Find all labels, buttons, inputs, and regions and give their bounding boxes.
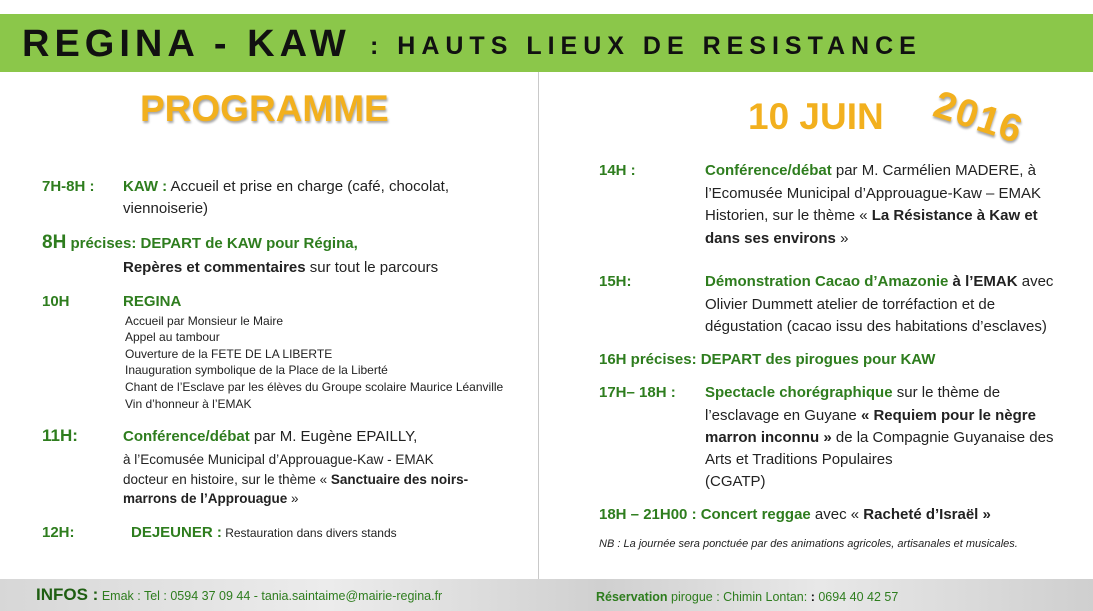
list-item: Accueil par Monsieur le Maire [125,314,284,328]
event-line: Conférence/débat par M. Eugène EPAILLY, [123,428,418,445]
event-time: 7H-8H : [42,178,95,195]
event-title: Conférence/débat [123,428,250,445]
event-line: Spectacle chorégraphique sur le thème de [705,384,1001,401]
event-line: Historien, sur le thème « La Résistance à Kaw et [705,207,1038,224]
event-time: 15H: [599,273,632,290]
note: NB : La journée sera ponctuée par des animations agricoles, artisanales et musicales. [599,538,1018,550]
infos-label: INFOS : [36,585,99,604]
page-title: REGINA - KAW [22,23,351,65]
event-line: marrons de l’Approuague » [123,491,299,506]
event-line: KAW : Accueil et prise en charge (café, chocolat, [123,178,449,195]
list-item: Ouverture de la FETE DE LA LIBERTE [125,347,333,361]
reservation-label: Réservation [596,590,668,604]
event-line [42,232,358,255]
event-time: 17H– 18H : [599,384,676,401]
event-title: Conférence/débat [705,162,832,179]
event-time: 12H: [42,524,75,541]
event-line: l’Ecomusée Municipal d’Approuague-Kaw – EMAK [705,185,1042,202]
event-title: précises: DEPART de KAW pour Régina, [66,235,358,252]
event-time: 16H précises: DEPART des pirogues pour KAW [599,351,936,368]
event-title: DEJEUNER : [131,524,222,541]
infos-text: Emak : Tel : 0594 37 09 44 - tania.saintaime@mairie-regina.fr [98,589,443,603]
list-item: Chant de l’Esclave par les élèves du Groupe scolaire Maurice Léanville [125,380,504,394]
event-line: docteur en histoire, sur le thème « Sanctuaire des noirs- [123,472,469,487]
event-date: 10 JUIN [748,96,884,137]
event-time: 10H [42,293,70,310]
event-line: (CGATP) [705,473,766,490]
event-title: REGINA [123,293,182,310]
list-item: Vin d’honneur à l’EMAK [125,397,252,411]
list-item: Inauguration symbolique de la Place de la Liberté [125,363,388,377]
event-line: dégustation (cacao issu des habitations d’esclaves) [705,318,1047,335]
event-line: marron inconnu » de la Compagnie Guyanaise des [705,429,1054,446]
event-time: 18H – 21H00 : Concert reggae [599,506,811,523]
event-title: KAW : [123,178,168,195]
event-time: 8H [42,232,67,253]
event-line: 18H – 21H00 : Concert reggae avec « Racheté d’Israël » [599,506,991,523]
event-line: Olivier Dummett atelier de torréfaction et de [705,296,996,313]
event-title: Démonstration Cacao d’Amazonie [705,273,949,290]
event-line: viennoiserie) [123,200,209,217]
event-line: Repères et commentaires sur tout le parcours [123,259,439,276]
programme-heading: PROGRAMME [140,88,389,129]
event-line: Démonstration Cacao d’Amazonie à l’EMAK avec [705,273,1054,290]
page-subtitle: : HAUTS LIEUX DE RESISTANCE [370,32,922,60]
event-title: Spectacle chorégraphique [705,384,893,401]
event-line: l’esclavage en Guyane « Requiem pour le nègre [705,407,1036,424]
reservation-line: Réservation pirogue : Chimin Lontan: : 0694 40 42 57 [596,590,899,604]
event-line: dans ses environs » [705,230,849,247]
event-line: DEJEUNER : Restauration dans divers stands [131,524,397,541]
list-item: Appel au tambour [125,330,220,344]
event-year: 2016 [928,83,1029,153]
event-time: 11H: [42,426,78,445]
event-time: 14H : [599,162,636,179]
event-line: Conférence/débat par M. Carmélien MADERE, à [705,162,1036,179]
event-line: Arts et Traditions Populaires [705,451,893,468]
event-line: à l’Ecomusée Municipal d’Approuague-Kaw - EMAK [123,452,434,467]
infos-line [36,585,442,606]
column-divider [538,72,539,579]
